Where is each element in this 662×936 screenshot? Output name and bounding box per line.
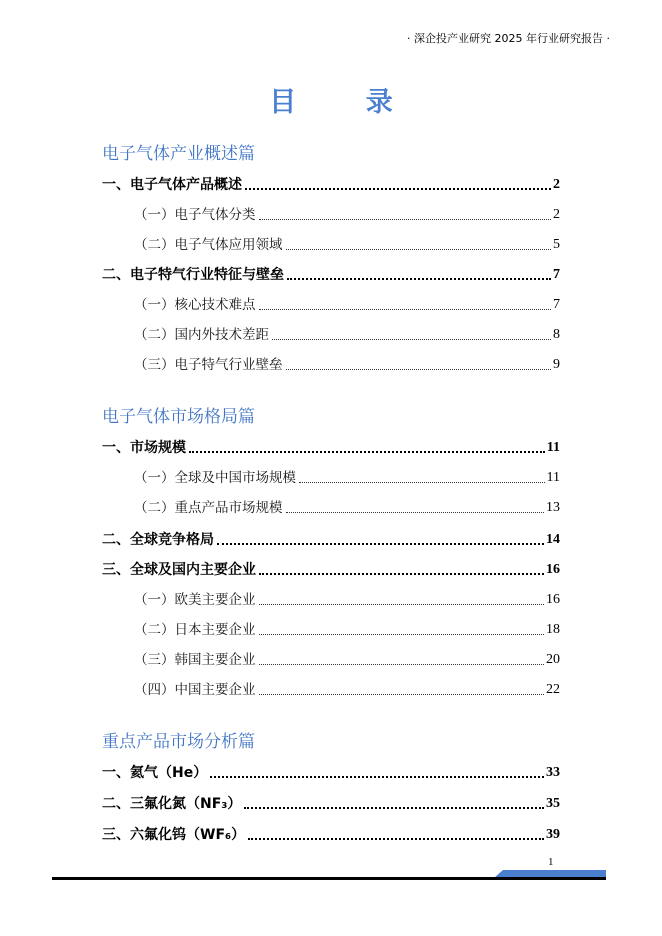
section-heading-industry-overview[interactable]: 电子气体产业概述篇 <box>102 144 255 164</box>
toc-entry[interactable] <box>134 295 560 315</box>
toc-entry[interactable] <box>102 825 560 845</box>
toc-entry-page: 8 <box>553 327 560 342</box>
toc-entry-label: （一）核心技术难点 <box>134 297 256 313</box>
dot-leader <box>259 664 545 665</box>
toc-entry-label: （二）重点产品市场规模 <box>134 500 283 516</box>
section-heading-market-landscape[interactable]: 电子气体市场格局篇 <box>102 407 255 427</box>
toc-entry-label: 一、氦气（He） <box>102 765 208 781</box>
dot-leader <box>286 369 552 370</box>
toc-entry-page: 18 <box>546 622 560 637</box>
toc-entry[interactable] <box>134 468 560 488</box>
toc-entry[interactable] <box>134 650 560 670</box>
report-header: · 深企投产业研究 2025 年行业研究报告 · <box>407 32 610 45</box>
toc-entry-page: 20 <box>546 652 560 667</box>
dot-leader <box>286 249 552 250</box>
toc-entry-page: 22 <box>546 682 560 697</box>
toc-entry[interactable] <box>134 498 560 518</box>
toc-entry-label: （一）全球及中国市场规模 <box>134 470 296 486</box>
toc-entry-label: 二、电子特气行业特征与壁垒 <box>102 267 284 283</box>
toc-entry[interactable] <box>102 438 560 458</box>
toc-entry-label: （一）电子气体分类 <box>134 207 256 223</box>
dot-leader <box>259 634 545 635</box>
toc-entry[interactable] <box>102 265 560 285</box>
toc-entry[interactable] <box>102 763 560 783</box>
toc-entry[interactable] <box>134 235 560 255</box>
dot-leader <box>189 451 545 453</box>
toc-entry[interactable] <box>102 175 560 195</box>
toc-entry[interactable] <box>134 620 560 640</box>
toc-entry-label: 一、市场规模 <box>102 440 186 456</box>
dot-leader <box>286 512 545 513</box>
dot-leader <box>272 339 551 340</box>
toc-entry[interactable] <box>134 205 560 225</box>
toc-entry-page: 11 <box>546 470 560 485</box>
toc-entry-page: 2 <box>553 207 560 222</box>
toc-entry-label: 三、六氟化钨（WF₆） <box>102 827 246 843</box>
toc-entry-label: （一）欧美主要企业 <box>134 592 256 608</box>
toc-entry-page: 2 <box>553 177 560 192</box>
toc-entry-page: 16 <box>546 562 560 577</box>
toc-entry-page: 7 <box>553 267 560 282</box>
footer-rule <box>52 877 606 880</box>
toc-entry-label: 一、电子气体产品概述 <box>102 177 242 193</box>
toc-entry[interactable] <box>102 560 560 580</box>
toc-entry-label: （四）中国主要企业 <box>134 682 256 698</box>
dot-leader <box>287 278 551 280</box>
toc-entry[interactable] <box>134 325 560 345</box>
dot-leader <box>259 694 545 695</box>
toc-entry-page: 16 <box>546 592 560 607</box>
toc-entry-label: （二）国内外技术差距 <box>134 327 269 343</box>
dot-leader <box>244 807 544 809</box>
dot-leader <box>259 573 544 575</box>
dot-leader <box>217 543 544 545</box>
dot-leader <box>299 482 545 483</box>
dot-leader <box>248 838 544 840</box>
toc-entry-label: 三、全球及国内主要企业 <box>102 562 256 578</box>
toc-entry-page: 14 <box>546 532 560 547</box>
toc-entry[interactable] <box>102 794 560 814</box>
toc-entry-label: （三）韩国主要企业 <box>134 652 256 668</box>
dot-leader <box>245 188 551 190</box>
dot-leader <box>259 309 552 310</box>
dot-leader <box>259 219 552 220</box>
toc-entry-label: （二）电子气体应用领域 <box>134 237 283 253</box>
toc-entry[interactable] <box>134 680 560 700</box>
section-heading-product-analysis[interactable]: 重点产品市场分析篇 <box>102 732 255 752</box>
toc-entry-label: （三）电子特气行业壁垒 <box>134 357 283 373</box>
toc-entry[interactable] <box>102 530 560 550</box>
toc-entry-page: 5 <box>553 237 560 252</box>
toc-entry-page: 11 <box>546 440 560 455</box>
toc-entry-page: 9 <box>553 357 560 372</box>
toc-entry-page: 39 <box>546 827 560 842</box>
toc-entry-label: 二、全球竞争格局 <box>102 532 214 548</box>
dot-leader <box>210 776 544 778</box>
toc-entry-label: 二、三氟化氮（NF₃） <box>102 796 242 812</box>
page-number: 1 <box>548 856 554 868</box>
toc-entry-page: 13 <box>546 500 560 515</box>
toc-entry[interactable] <box>134 590 560 610</box>
toc-entry-label: （二）日本主要企业 <box>134 622 256 638</box>
page-title: 目 录 <box>269 87 423 118</box>
toc-entry-page: 35 <box>546 796 560 811</box>
toc-entry-page: 33 <box>546 765 560 780</box>
toc-entry[interactable] <box>134 355 560 375</box>
dot-leader <box>259 604 545 605</box>
toc-entry-page: 7 <box>553 297 560 312</box>
